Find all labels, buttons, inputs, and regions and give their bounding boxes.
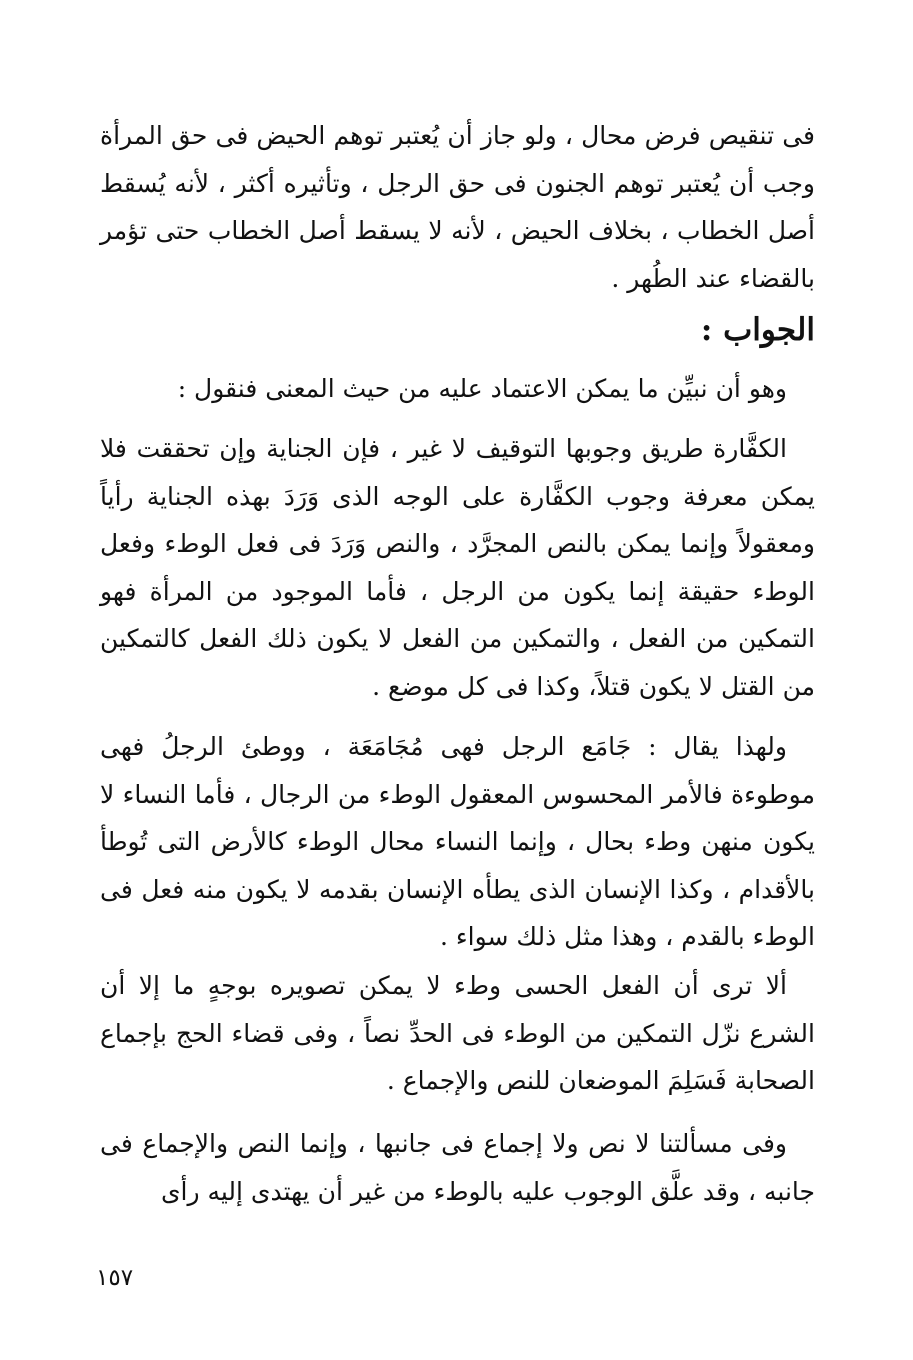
page-number: ١٥٧: [96, 1265, 134, 1291]
section-heading-answer: الجواب :: [700, 312, 815, 348]
paragraph-answer-intro: وهو أن نبيِّن ما يمكن الاعتماد عليه من حيث المعنى فنقول :: [177, 374, 787, 403]
paragraph-jamaa: ولهذا يقال : جَامَع الرجل فهى مُجَامَعَة ، ووطئ الرجلُ فهى موطوءة فالأمر المحسوس المعقول الوطء من الرجال ، فأما النساء لا يكون منهن وطء بحال ، وإنما النساء محال الوطء كالأرض التى تُوطأ بالأقدام ، وكذا الإنسان الذى يطأه الإنسان بقدمه لا يكون منه فعل فى الوطء بالقدم ، وهذا مثل ذلك سواء .: [100, 732, 815, 951]
paragraph-continuation: فى تنقيص فرض محال ، ولو جاز أن يُعتبر توهم الحيض فى حق المرأة وجب أن يُعتبر توهم الجنون فى حق الرجل ، وتأثيره أكثر ، لأنه يُسقط أصل الخطاب ، بخلاف الحيض ، لأنه لا يسقط أصل الخطاب حتى تؤمر بالقضاء عند الطُهر .: [100, 121, 815, 293]
paragraph-kaffara: الكفَّارة طريق وجوبها التوقيف لا غير ، فإن الجناية وإن تحققت فلا يمكن معرفة وجوب الكفَّارة على الوجه الذى وَرَدَ بهذه الجناية رأياً ومعقولاً وإنما يمكن بالنص المجرَّد ، والنص وَرَدَ فى فعل الوطء وفعل الوطء حقيقة إنما يكون من الرجل ، فأما الموجود من المرأة فهو التمكين من الفعل ، والتمكين من الفعل لا يكون ذلك الفعل كالتمكين من القتل لا يكون قتلاً، وكذا فى كل موضع .: [100, 434, 815, 701]
paragraph-ala-tara: ألا ترى أن الفعل الحسى وطء لا يمكن تصويره بوجهٍ ما إلا أن الشرع نزّل التمكين من الوطء فى الحدِّ نصاً ، وفى قضاء الحج بإجماع الصحابة فَسَلِمَ الموضعان للنص والإجماع .: [100, 971, 815, 1095]
paragraph-masalatuna: وفى مسألتنا لا نص ولا إجماع فى جانبها ، وإنما النص والإجماع فى جانبه ، وقد علَّق الوجوب عليه بالوطء من غير أن يهتدى إليه رأى: [100, 1129, 815, 1206]
